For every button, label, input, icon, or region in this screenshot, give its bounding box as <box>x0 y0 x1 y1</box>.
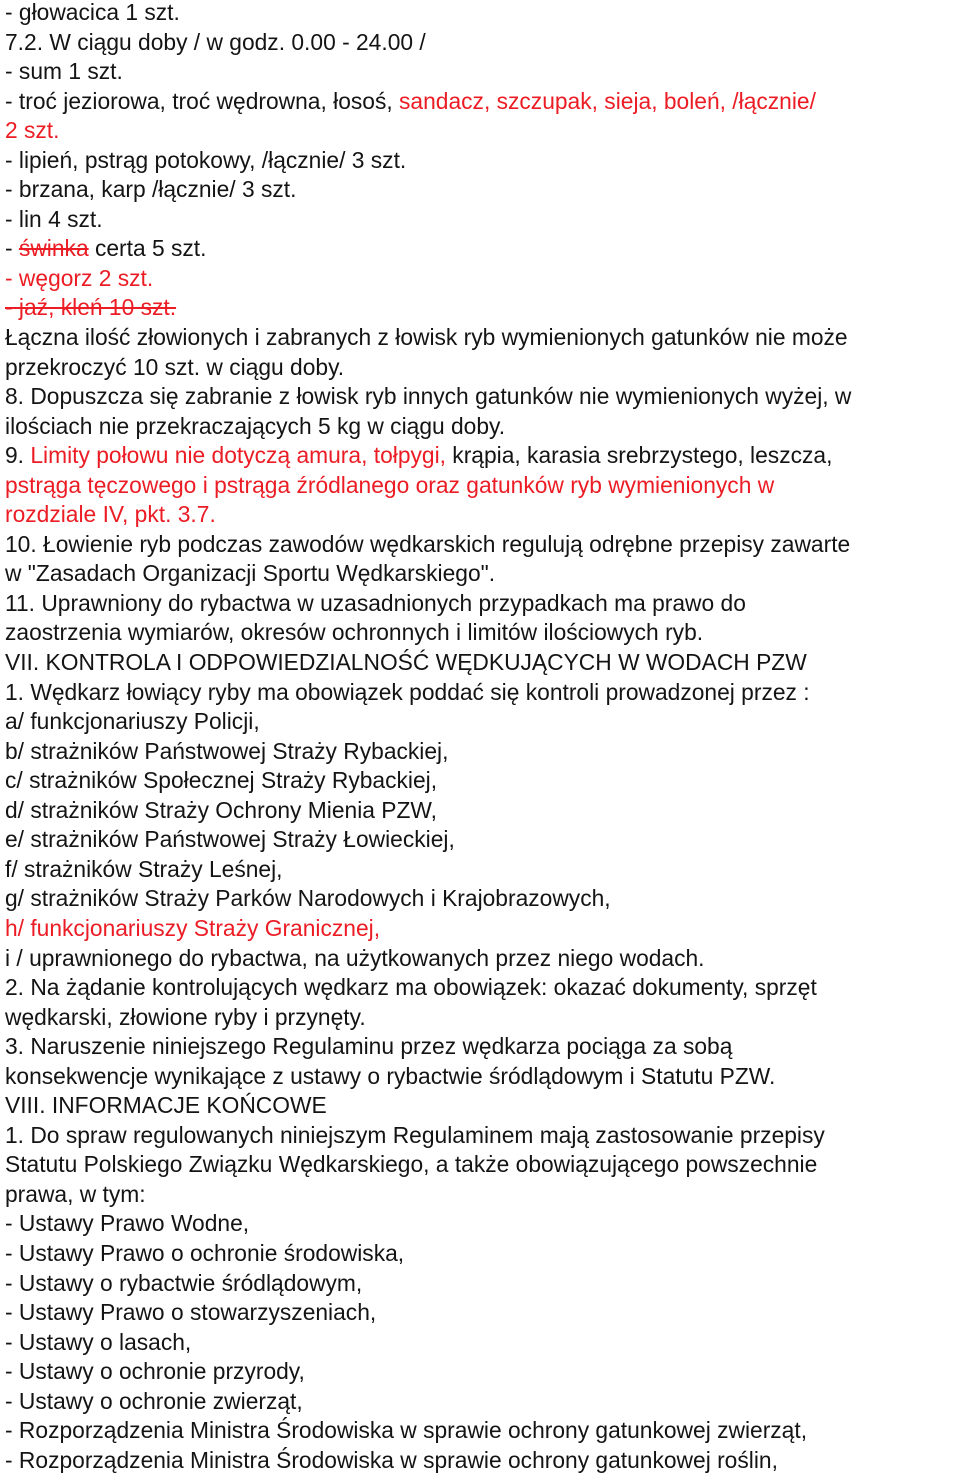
highlighted-text: Limity połowu nie dotyczą amura, tołpygi, <box>30 442 446 469</box>
text-line <box>5 412 960 442</box>
text-line <box>5 1121 960 1151</box>
section-heading <box>5 648 960 678</box>
list-item <box>5 1239 960 1269</box>
text-span: - sum 1 szt. <box>5 58 123 85</box>
text-span: 3. Naruszenie niniejszego Regulaminu przez wędkarza pociąga za sobą <box>5 1033 733 1060</box>
text-line <box>5 264 960 294</box>
text-span: Łączna ilość złowionych i zabranych z łowisk ryb wymienionych gatunków nie może <box>5 324 848 351</box>
highlighted-text: rozdziale IV, pkt. 3.7. <box>5 501 216 528</box>
section-heading <box>5 1091 960 1121</box>
text-line <box>5 884 960 914</box>
text-span: - brzana, karp /łącznie/ 3 szt. <box>5 176 297 203</box>
text-span: 9. <box>5 442 31 469</box>
text-line <box>5 855 960 885</box>
text-line <box>5 737 960 767</box>
text-span: certa 5 szt. <box>88 235 207 262</box>
text-span: VIII. INFORMACJE KOŃCOWE <box>5 1092 327 1119</box>
highlighted-text: 2 szt. <box>5 117 60 144</box>
text-line <box>5 28 960 58</box>
highlighted-text: sandacz, szczupak, sieja, boleń, /łącznie/ <box>399 87 816 114</box>
highlighted-text: pstrąga tęczowego i pstrąga źródlanego oraz gatunków ryb wymienionych w <box>5 471 775 498</box>
text-line <box>5 707 960 737</box>
text-line <box>5 441 960 471</box>
text-line <box>5 1032 960 1062</box>
text-line <box>5 825 960 855</box>
text-span: krąpia, karasia srebrzystego, leszcza, <box>445 442 833 469</box>
text-span: f/ strażników Straży Leśnej, <box>5 855 283 882</box>
text-span: - Ustawy o lasach, <box>5 1328 192 1355</box>
highlighted-text: h/ funkcjonariuszy Straży Granicznej, <box>5 914 381 941</box>
text-line <box>5 0 960 28</box>
text-span: - Rozporządzenia Ministra Środowiska w sprawie ochrony gatunkowej zwierząt, <box>5 1417 808 1444</box>
list-item <box>5 1269 960 1299</box>
text-span: prawa, w tym: <box>5 1180 146 1207</box>
text-line <box>5 530 960 560</box>
list-item <box>5 1416 960 1446</box>
text-line <box>5 678 960 708</box>
text-span: a/ funkcjonariuszy Policji, <box>5 708 260 735</box>
text-span: konsekwencje wynikające z ustawy o rybactwie śródlądowym i Statutu PZW. <box>5 1062 776 1089</box>
text-line <box>5 1003 960 1033</box>
text-span: zaostrzenia wymiarów, okresów ochronnych i limitów ilościowych ryb. <box>5 619 704 646</box>
text-span: d/ strażników Straży Ochrony Mienia PZW, <box>5 796 438 823</box>
text-span: przekroczyć 10 szt. w ciągu doby. <box>5 353 345 380</box>
text-line <box>5 944 960 974</box>
text-span: 2. Na żądanie kontrolujących wędkarz ma obowiązek: okazać dokumenty, sprzęt <box>5 974 817 1001</box>
text-line <box>5 146 960 176</box>
text-span: 1. Do spraw regulowanych niniejszym Regulaminem mają zastosowanie przepisy <box>5 1121 825 1148</box>
text-line <box>5 323 960 353</box>
list-item <box>5 1446 960 1476</box>
text-span: - głowacica 1 szt. <box>5 0 180 25</box>
text-span: wędkarski, złowione ryby i przynęty. <box>5 1003 366 1030</box>
text-span: c/ strażników Społecznej Straży Rybackiej, <box>5 767 438 794</box>
text-span: - Ustawy Prawo Wodne, <box>5 1210 250 1237</box>
text-line <box>5 353 960 383</box>
text-line <box>5 116 960 146</box>
text-span: - Rozporządzenia Ministra Środowiska w sprawie ochrony gatunkowej roślin, <box>5 1446 778 1473</box>
text-line <box>5 796 960 826</box>
text-line <box>5 57 960 87</box>
text-line <box>5 205 960 235</box>
text-line <box>5 234 960 264</box>
list-item <box>5 1298 960 1328</box>
text-span: b/ strażników Państwowej Straży Rybackiej, <box>5 737 449 764</box>
text-line <box>5 618 960 648</box>
text-line <box>5 500 960 530</box>
text-span: 10. Łowienie ryb podczas zawodów wędkarskich regulują odrębne przepisy zawarte <box>5 530 851 557</box>
text-span: ilościach nie przekraczających 5 kg w ciągu doby. <box>5 412 506 439</box>
text-span: - Ustawy Prawo o stowarzyszeniach, <box>5 1299 377 1326</box>
text-line <box>5 914 960 944</box>
text-span: e/ strażników Państwowej Straży Łowieckiej, <box>5 826 455 853</box>
text-line <box>5 1180 960 1210</box>
struck-text: - jaź, kleń 10 szt. <box>5 294 177 321</box>
text-span: 7.2. W ciągu doby / w godz. 0.00 - 24.00 / <box>5 28 426 55</box>
text-span: g/ strażników Straży Parków Narodowych i Krajobrazowych, <box>5 885 611 912</box>
text-line <box>5 471 960 501</box>
text-span: - <box>5 235 19 262</box>
text-span: - Ustawy o ochronie przyrody, <box>5 1358 305 1385</box>
list-item <box>5 1328 960 1358</box>
highlighted-text: - węgorz 2 szt. <box>5 264 154 291</box>
text-span: w "Zasadach Organizacji Sportu Wędkarskiego". <box>5 560 496 587</box>
text-line <box>5 1062 960 1092</box>
list-item <box>5 1209 960 1239</box>
text-span: - Ustawy Prawo o ochronie środowiska, <box>5 1239 405 1266</box>
text-span: - Ustawy o rybactwie śródlądowym, <box>5 1269 363 1296</box>
text-span: - lipień, pstrąg potokowy, /łącznie/ 3 szt. <box>5 146 407 173</box>
text-span: 8. Dopuszcza się zabranie z łowisk ryb innych gatunków nie wymienionych wyżej, w <box>5 383 852 410</box>
text-line <box>5 293 960 323</box>
text-line <box>5 175 960 205</box>
text-span: 11. Uprawniony do rybactwa w uzasadnionych przypadkach ma prawo do <box>5 589 746 616</box>
text-span: i / uprawnionego do rybactwa, na użytkowanych przez niego wodach. <box>5 944 705 971</box>
text-line <box>5 382 960 412</box>
text-span: VII. KONTROLA I ODPOWIEDZIALNOŚĆ WĘDKUJĄCYCH W WODACH PZW <box>5 649 807 676</box>
text-span: Statutu Polskiego Związku Wędkarskiego, a także obowiązującego powszechnie <box>5 1151 818 1178</box>
list-item <box>5 1357 960 1387</box>
text-span: - lin 4 szt. <box>5 205 103 232</box>
text-line <box>5 1150 960 1180</box>
text-span: - Ustawy o ochronie zwierząt, <box>5 1387 303 1414</box>
text-span: 1. Wędkarz łowiący ryby ma obowiązek poddać się kontroli prowadzonej przez : <box>5 678 810 705</box>
text-span: - troć jeziorowa, troć wędrowna, łosoś, <box>5 87 400 114</box>
text-line <box>5 559 960 589</box>
text-line <box>5 973 960 1003</box>
text-line <box>5 589 960 619</box>
list-item <box>5 1387 960 1417</box>
struck-text: świnka <box>18 235 89 262</box>
text-line <box>5 766 960 796</box>
text-line <box>5 87 960 117</box>
